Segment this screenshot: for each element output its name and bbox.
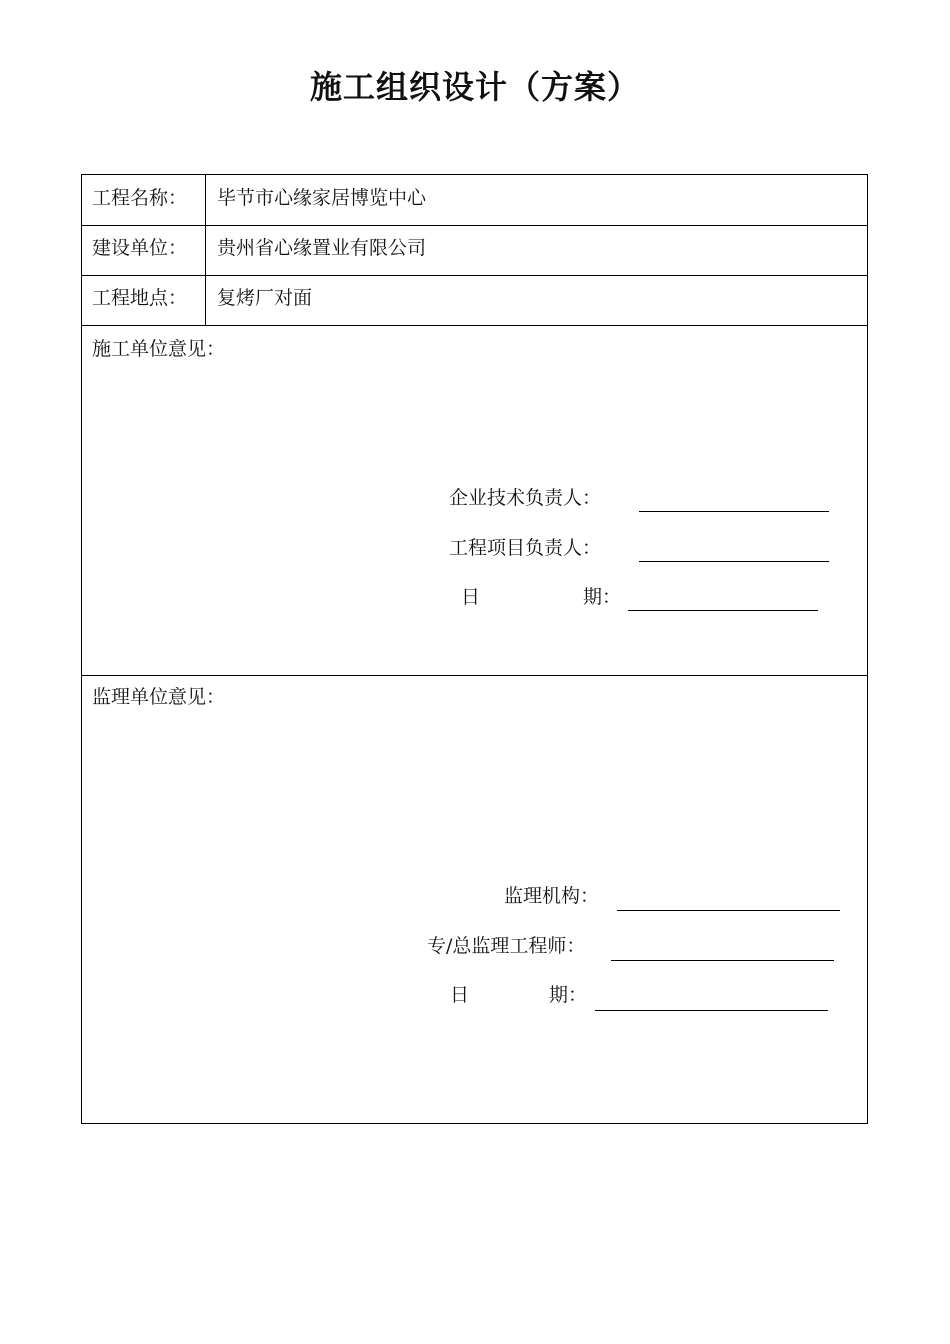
construction-opinion-section: [82, 325, 867, 676]
builder-row: [82, 225, 867, 276]
location-value: 复烤厂对面: [217, 287, 313, 309]
project-lead-signature-line[interactable]: [639, 561, 829, 562]
project-name-value: 毕节市心缘家居博览中心: [217, 187, 427, 209]
approval-form: [81, 174, 868, 1124]
builder-value: 贵州省心缘置业有限公司: [217, 237, 427, 259]
construction-date-label-2: 期：: [583, 586, 622, 608]
project-name-row: [82, 175, 867, 226]
supervision-date-line[interactable]: [595, 1010, 828, 1011]
location-label: 工程地点：: [92, 287, 188, 309]
construction-opinion-heading: 施工单位意见：: [92, 338, 226, 360]
supervision-date-label-2: 期：: [549, 984, 588, 1006]
tech-lead-signature-line[interactable]: [639, 511, 829, 512]
builder-label: 建设单位：: [92, 237, 188, 259]
project-name-label-cell: [82, 175, 206, 225]
tech-lead-label: 企业技术负责人：: [449, 487, 602, 509]
supervision-engineer-line[interactable]: [611, 960, 834, 961]
project-name-label: 工程名称：: [92, 187, 188, 209]
construction-date-label-1: 日: [461, 586, 481, 608]
document-title: 施工组织设计（方案）: [309, 68, 640, 106]
builder-label-cell: [82, 225, 206, 275]
supervision-date-label-1: 日: [450, 984, 470, 1006]
supervision-agency-line[interactable]: [617, 910, 840, 911]
project-lead-label: 工程项目负责人：: [449, 537, 602, 559]
supervision-engineer-label: 专/总监理工程师：: [427, 935, 586, 957]
supervision-agency-label: 监理机构：: [504, 885, 600, 907]
location-label-cell: [82, 275, 206, 325]
supervision-opinion-section: [82, 675, 867, 1123]
construction-date-line[interactable]: [628, 610, 818, 611]
supervision-opinion-heading: 监理单位意见：: [92, 686, 226, 708]
location-row: [82, 275, 867, 326]
